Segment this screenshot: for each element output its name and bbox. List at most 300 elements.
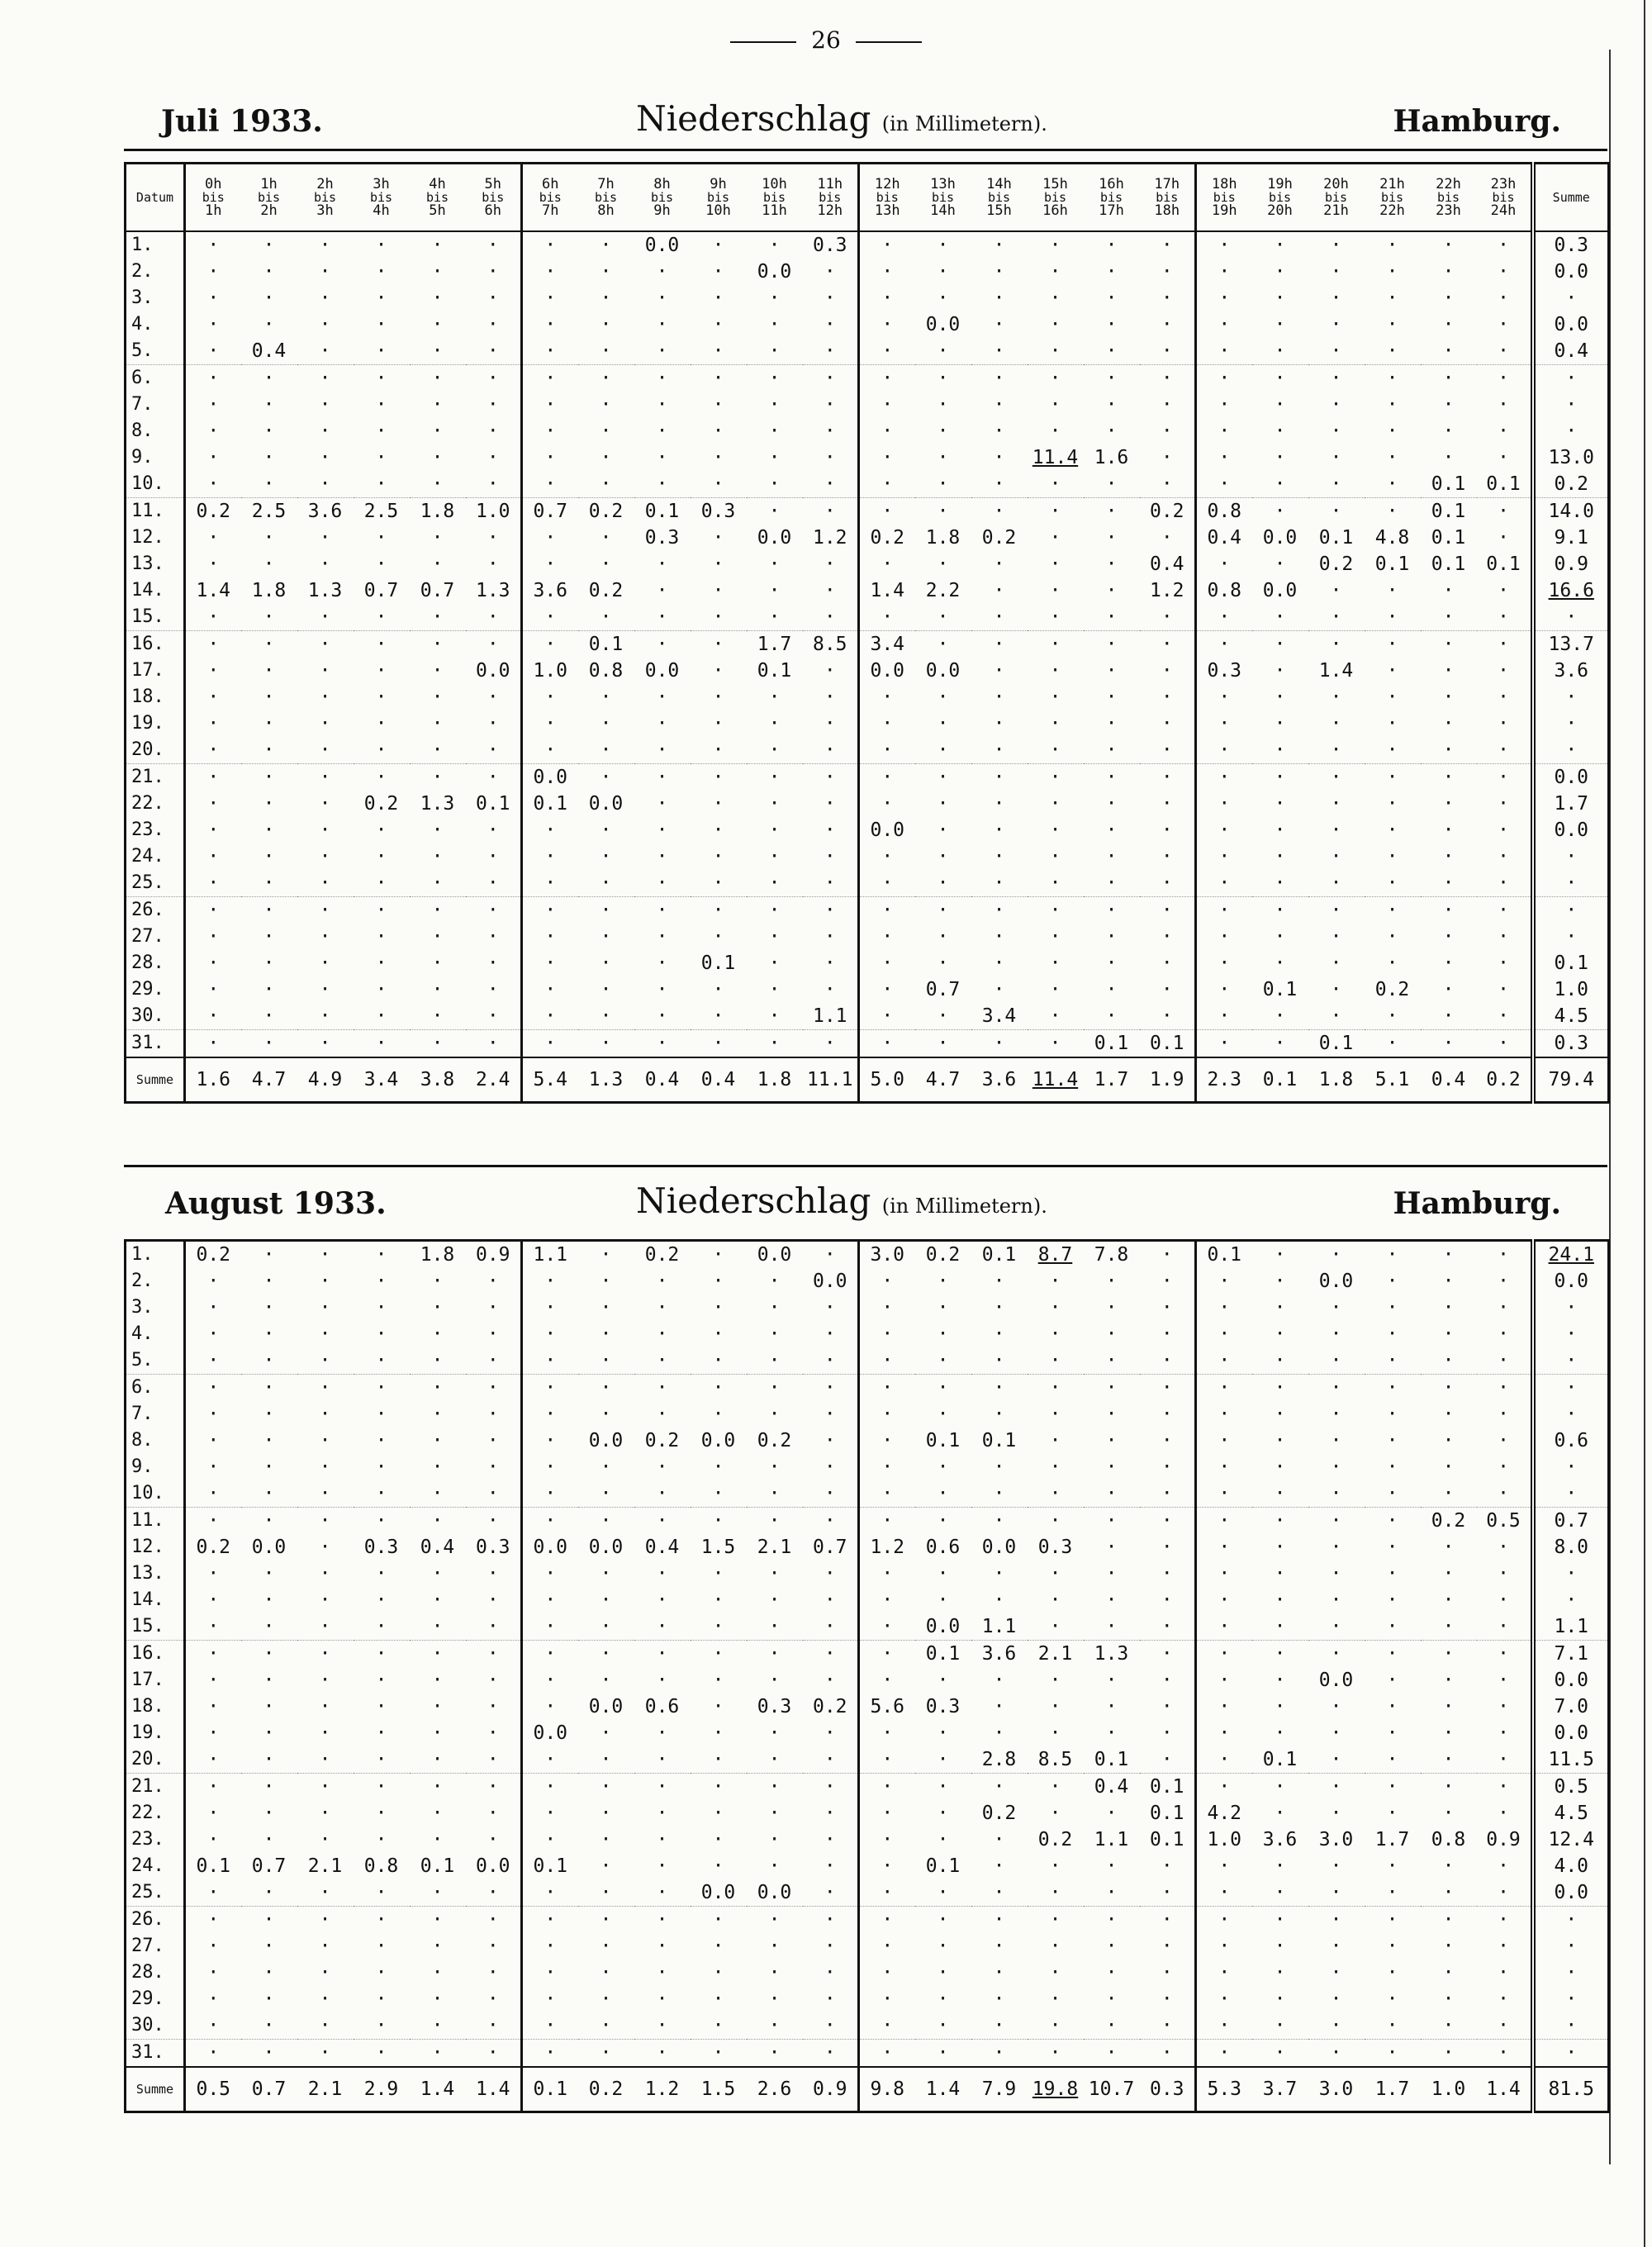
hourly-value: · [1365, 1774, 1421, 1801]
hourly-value: · [1421, 2040, 1477, 2068]
hourly-value: · [937, 1589, 949, 1611]
monthly-total: 79.4 [1533, 1057, 1609, 1103]
hourly-value: · [1498, 1670, 1509, 1691]
hourly-value: · [824, 473, 836, 495]
hourly-value: · [712, 606, 724, 628]
hourly-total: 4.9 [297, 1057, 354, 1103]
hourly-value: · [522, 2040, 578, 2068]
hourly-value: · [1330, 1696, 1342, 1717]
hourly-value: · [1105, 553, 1118, 575]
hourly-value: · [824, 580, 836, 601]
daily-sum: · [1533, 1321, 1609, 1347]
hourly-value: · [1196, 1587, 1252, 1613]
hour-column-header: 8h bis 9h [634, 164, 691, 232]
table-row [126, 1774, 1609, 1801]
hourly-value: · [487, 287, 499, 309]
hourly-value: · [824, 872, 836, 894]
hourly-value: · [487, 713, 499, 734]
hourly-value: · [1386, 287, 1398, 309]
hourly-value: · [431, 1430, 444, 1451]
hourly-value: · [522, 924, 578, 950]
day-label: 24. [131, 1855, 164, 1876]
hourly-value: · [1365, 498, 1421, 525]
hourly-value: · [1049, 394, 1061, 416]
daily-sum: 0.3 [1533, 1030, 1609, 1058]
hourly-value: 0.4 [420, 1537, 455, 1558]
hourly-value: · [859, 1907, 915, 1934]
hourly-value: · [600, 1271, 612, 1292]
hourly-value: · [487, 872, 499, 894]
day-label: 19. [131, 1722, 164, 1743]
hourly-value: · [431, 1404, 444, 1425]
hourly-value: · [600, 739, 612, 761]
hourly-value: · [241, 631, 297, 658]
hourly-value: · [859, 950, 915, 976]
hourly-value: · [431, 846, 444, 867]
hourly-value: · [1365, 1907, 1421, 1934]
table-row [126, 1694, 1609, 1720]
hourly-value: 0.4 [251, 340, 287, 362]
hourly-value: · [1105, 340, 1118, 362]
hourly-value: · [1442, 1537, 1455, 1558]
hourly-value: · [263, 1271, 275, 1292]
daily-sum: 1.1 [1533, 1613, 1609, 1641]
hourly-value: · [712, 1616, 724, 1637]
hourly-value: · [656, 1589, 668, 1611]
hourly-value: · [634, 764, 691, 791]
hourly-value: · [1274, 1430, 1286, 1451]
hourly-value: · [1442, 713, 1455, 734]
hourly-value: · [859, 737, 915, 764]
hourly-value: · [578, 1508, 634, 1535]
hourly-value: 0.1 [1094, 1749, 1129, 1770]
hourly-value: 0.8 [1196, 498, 1252, 525]
hourly-value: · [712, 1589, 724, 1611]
hourly-value: · [1161, 819, 1173, 841]
hourly-value: · [410, 1030, 466, 1058]
hourly-value: · [768, 1962, 781, 1983]
hourly-value: · [768, 1936, 781, 1957]
hourly-value: · [937, 1005, 949, 1027]
hourly-value: · [691, 631, 747, 658]
hourly-value: · [915, 498, 971, 525]
hourly-value: · [319, 287, 331, 309]
hourly-value: · [634, 897, 691, 924]
hourly-value: · [522, 1508, 578, 1535]
hourly-value: · [431, 394, 444, 416]
hourly-value: · [487, 1749, 499, 1770]
hourly-value: · [375, 1483, 387, 1504]
hourly-value: · [319, 2015, 331, 2036]
hourly-value: · [185, 525, 241, 551]
hourly-value: · [1330, 580, 1342, 601]
hourly-total: 3.6 [971, 1057, 1028, 1103]
hourly-value: · [1161, 1749, 1173, 1770]
hourly-value: · [1161, 1855, 1173, 1877]
hourly-value: · [1049, 846, 1061, 867]
hourly-value: · [824, 1323, 836, 1345]
hourly-value: · [768, 713, 781, 734]
hourly-value: · [319, 819, 331, 841]
hourly-value: · [656, 394, 668, 416]
hourly-value: · [1105, 1882, 1118, 1903]
hourly-value: · [859, 1428, 915, 1454]
hourly-value: · [1330, 1350, 1342, 1371]
hourly-value: · [410, 897, 466, 924]
hourly-value: · [263, 1988, 275, 2010]
hourly-value: · [431, 1456, 444, 1478]
hourly-value: · [634, 2040, 691, 2068]
table-row [126, 1641, 1609, 1668]
hourly-value: · [803, 365, 859, 392]
hourly-value: · [859, 604, 915, 631]
hourly-value: · [1330, 1882, 1342, 1903]
august-precipitation-table [124, 1239, 1610, 2113]
hourly-value: · [1498, 1005, 1509, 1027]
hourly-value: · [656, 739, 668, 761]
hourly-value: · [487, 1589, 499, 1611]
hourly-value: · [656, 1882, 668, 1903]
hourly-value: · [1161, 1005, 1173, 1027]
hourly-value: · [487, 686, 499, 708]
hourly-value: · [712, 1962, 724, 1983]
hourly-value: · [824, 1855, 836, 1877]
hourly-value: · [1161, 1722, 1173, 1744]
hourly-value: · [768, 1749, 781, 1770]
hourly-value: · [1386, 739, 1398, 761]
hour-column-header: 13h bis 14h [915, 164, 971, 232]
daily-sum: · [1533, 1587, 1609, 1613]
hourly-value: · [1274, 235, 1286, 256]
hourly-value: · [600, 287, 612, 309]
hourly-value: · [354, 365, 410, 392]
hourly-value: · [600, 1456, 612, 1478]
hourly-value: · [937, 2015, 949, 2036]
hourly-value: · [1442, 926, 1455, 948]
hourly-value: · [712, 314, 724, 335]
hourly-total: 0.4 [691, 1057, 747, 1103]
hourly-value: · [1196, 976, 1252, 1003]
hourly-value: · [522, 1613, 578, 1641]
hourly-value: · [1105, 1297, 1118, 1318]
hourly-value: · [971, 631, 1028, 658]
hourly-value: · [1196, 791, 1252, 817]
hourly-value: · [712, 1323, 724, 1345]
hourly-value: 0.1 [185, 1853, 241, 1879]
hourly-value: · [1196, 631, 1252, 658]
hourly-value: · [1274, 1882, 1286, 1903]
hourly-value: · [375, 1005, 387, 1027]
hourly-value: · [263, 1829, 275, 1850]
hourly-value: · [319, 1722, 331, 1744]
hourly-value: · [1330, 1456, 1342, 1478]
daily-sum: · [1533, 1480, 1609, 1508]
hourly-value: · [375, 1696, 387, 1717]
hourly-value: · [1308, 365, 1365, 392]
daily-sum: · [1533, 1454, 1609, 1480]
hourly-value: · [1105, 1404, 1118, 1425]
hourly-value: · [1330, 952, 1342, 974]
hourly-value: · [634, 1907, 691, 1934]
hourly-value: 3.4 [859, 631, 915, 658]
hourly-value: · [319, 473, 331, 495]
hourly-value: · [431, 1563, 444, 1584]
hourly-value: · [1498, 660, 1509, 682]
hourly-value: · [712, 1483, 724, 1504]
hourly-value: · [487, 1005, 499, 1027]
table-row [126, 710, 1609, 737]
hourly-value: · [263, 287, 275, 309]
table-row [126, 418, 1609, 444]
hourly-value: · [768, 394, 781, 416]
hourly-value: · [1028, 1375, 1084, 1402]
hourly-value: · [824, 287, 836, 309]
hourly-value: · [1161, 606, 1173, 628]
hourly-total: 0.5 [185, 2067, 241, 2112]
hourly-value: · [993, 447, 1005, 468]
hourly-value: · [1365, 631, 1421, 658]
hourly-value: · [600, 261, 612, 283]
daily-sum: 0.3 [1533, 231, 1609, 259]
hourly-value: · [712, 1271, 724, 1292]
daily-sum: · [1533, 1295, 1609, 1321]
hourly-value: · [487, 1456, 499, 1478]
hourly-value: · [824, 1829, 836, 1850]
hourly-value: 0.3 [757, 1696, 792, 1717]
hourly-value: · [859, 259, 915, 285]
daily-sum: 0.0 [1533, 1720, 1609, 1746]
hourly-value: 1.3 [307, 580, 343, 601]
hourly-value: · [297, 1508, 354, 1535]
hourly-value: · [1330, 1722, 1342, 1744]
hourly-value: · [993, 2015, 1005, 2036]
hourly-value: · [1477, 1030, 1533, 1058]
hourly-value: · [263, 1563, 275, 1584]
hourly-value: · [747, 1508, 803, 1535]
hourly-value: · [824, 1483, 836, 1504]
hourly-value: · [1498, 952, 1509, 974]
hourly-value: · [937, 1297, 949, 1318]
hourly-value: · [803, 1774, 859, 1801]
hourly-value: · [768, 1483, 781, 1504]
hourly-value: · [1386, 1962, 1398, 1983]
hourly-value: · [1274, 1563, 1286, 1584]
hourly-value: · [859, 1800, 915, 1827]
hourly-value: · [1498, 1430, 1509, 1451]
hourly-value: · [1049, 1430, 1061, 1451]
hourly-value: · [600, 1350, 612, 1371]
hourly-value: · [1161, 1297, 1173, 1318]
hourly-value: 0.0 [644, 235, 680, 256]
hourly-value: · [656, 1988, 668, 2010]
hourly-value: · [803, 1907, 859, 1934]
hourly-value: · [859, 444, 915, 471]
hourly-value: · [1330, 1430, 1342, 1451]
hourly-value: · [712, 420, 724, 442]
hourly-value: · [1105, 793, 1118, 815]
hourly-value: · [1105, 926, 1118, 948]
hourly-value: · [824, 1722, 836, 1744]
hourly-value: · [263, 1749, 275, 1770]
hourly-value: · [600, 686, 612, 708]
hourly-value: · [319, 1829, 331, 1850]
hourly-value: · [993, 713, 1005, 734]
hourly-value: · [937, 1749, 949, 1770]
hourly-value: · [185, 870, 241, 897]
hourly-value: · [1161, 394, 1173, 416]
hourly-value: · [1498, 1537, 1509, 1558]
hourly-value: · [263, 660, 275, 682]
hourly-value: · [522, 1774, 578, 1801]
hourly-value: · [859, 1933, 915, 1960]
hourly-total: 1.0 [1421, 2067, 1477, 2112]
hourly-value: · [241, 2040, 297, 2068]
hourly-value: · [768, 1722, 781, 1744]
hourly-value: · [1365, 365, 1421, 392]
hourly-value: 0.1 [1262, 979, 1298, 1000]
hourly-value: · [859, 285, 915, 311]
hourly-value: · [1308, 1774, 1365, 1801]
hourly-value: · [915, 764, 971, 791]
daily-sum: · [1533, 604, 1609, 631]
hourly-value: · [185, 259, 241, 285]
hourly-value: · [1105, 660, 1118, 682]
hourly-value: · [487, 1297, 499, 1318]
hourly-value: · [185, 1960, 241, 1986]
hourly-value: · [487, 2015, 499, 2036]
hourly-value: 8.5 [1037, 1749, 1073, 1770]
daily-sum: · [1533, 365, 1609, 392]
hourly-value: · [263, 1803, 275, 1824]
hourly-value: · [1161, 420, 1173, 442]
hourly-value: · [859, 498, 915, 525]
hourly-value: · [375, 1271, 387, 1292]
hourly-value: · [915, 2040, 971, 2068]
hourly-value: · [1274, 1988, 1286, 2010]
table-row [126, 1746, 1609, 1774]
hourly-value: · [803, 2040, 859, 2068]
hourly-value: · [1365, 764, 1421, 791]
table-row [126, 1800, 1609, 1827]
hourly-value: · [1105, 1936, 1118, 1957]
hourly-total: 1.5 [691, 2067, 747, 2112]
hourly-value: · [263, 1962, 275, 1983]
hourly-value: · [263, 1430, 275, 1451]
hourly-value: · [185, 1800, 241, 1827]
hourly-value: · [431, 979, 444, 1000]
hourly-value: · [375, 1936, 387, 1957]
hourly-value: · [824, 1988, 836, 2010]
day-label: 30. [131, 1005, 164, 1026]
hourly-value: 0.0 [925, 314, 961, 335]
hourly-value: · [600, 872, 612, 894]
hourly-value: · [431, 235, 444, 256]
hourly-value: · [747, 1375, 803, 1402]
hourly-value: 0.2 [1037, 1829, 1073, 1850]
hourly-value: · [747, 2040, 803, 2068]
hourly-value: · [1386, 793, 1398, 815]
hourly-value: · [824, 553, 836, 575]
hourly-value: · [185, 1428, 241, 1454]
hourly-value: · [1049, 580, 1061, 601]
hourly-value: · [1196, 1030, 1252, 1058]
hourly-value: · [859, 710, 915, 737]
hourly-value: · [522, 1347, 578, 1375]
hourly-value: · [859, 311, 915, 338]
hourly-value: · [1330, 1537, 1342, 1558]
hourly-value: · [656, 606, 668, 628]
hourly-value: · [522, 1480, 578, 1508]
hourly-value: · [185, 924, 241, 950]
hourly-value: · [1442, 235, 1455, 256]
hourly-value: · [1196, 1534, 1252, 1561]
hourly-value: · [937, 872, 949, 894]
hourly-value: · [1477, 631, 1533, 658]
daily-sum: · [1533, 870, 1609, 897]
hourly-value: · [656, 420, 668, 442]
daily-sum: · [1533, 1986, 1609, 2012]
hourly-value: 0.2 [757, 1430, 792, 1451]
hourly-value: 0.0 [700, 1882, 736, 1903]
hourly-value: · [859, 1587, 915, 1613]
hourly-value: · [859, 843, 915, 870]
hourly-value: · [185, 684, 241, 710]
hourly-value: · [1442, 952, 1455, 974]
hourly-value: · [319, 527, 331, 549]
hourly-value: · [600, 979, 612, 1000]
hourly-value: · [1330, 447, 1342, 468]
hourly-value: · [1161, 979, 1173, 1000]
hourly-value: · [1084, 2040, 1140, 2068]
hourly-value: · [747, 365, 803, 392]
hourly-value: · [993, 473, 1005, 495]
hourly-value: · [993, 872, 1005, 894]
hourly-value: · [824, 1749, 836, 1770]
table-row [126, 1933, 1609, 1960]
daily-sum: · [1533, 1907, 1609, 1934]
hourly-value: · [1252, 631, 1308, 658]
hourly-value: · [263, 420, 275, 442]
hourly-value: · [1105, 1696, 1118, 1717]
hourly-value: · [319, 979, 331, 1000]
hourly-value: · [1274, 1244, 1286, 1266]
hourly-value: · [1105, 1803, 1118, 1824]
hourly-value: · [1330, 1589, 1342, 1611]
hourly-value: · [768, 1005, 781, 1027]
hourly-value: · [712, 1936, 724, 1957]
hourly-value: · [768, 1404, 781, 1425]
hourly-value: · [1274, 261, 1286, 283]
hourly-value: · [768, 1456, 781, 1478]
hourly-value: · [354, 1641, 410, 1668]
table-row [126, 2012, 1609, 2040]
hour-column-header: 0h bis 1h [185, 164, 241, 232]
day-label: 20. [131, 739, 164, 760]
hourly-value: · [431, 606, 444, 628]
hourly-value: · [1365, 1508, 1421, 1535]
hourly-value: 0.2 [925, 1244, 961, 1266]
july-station: Hamburg. [1393, 104, 1561, 139]
hourly-value: · [319, 1962, 331, 1983]
hourly-value: 0.3 [644, 527, 680, 549]
hourly-value: · [185, 631, 241, 658]
hourly-value: · [768, 1616, 781, 1637]
hourly-value: · [241, 1907, 297, 1934]
hourly-value: · [656, 553, 668, 575]
hourly-value: · [431, 1297, 444, 1318]
hourly-value: · [859, 418, 915, 444]
hourly-value: 0.2 [1374, 979, 1410, 1000]
